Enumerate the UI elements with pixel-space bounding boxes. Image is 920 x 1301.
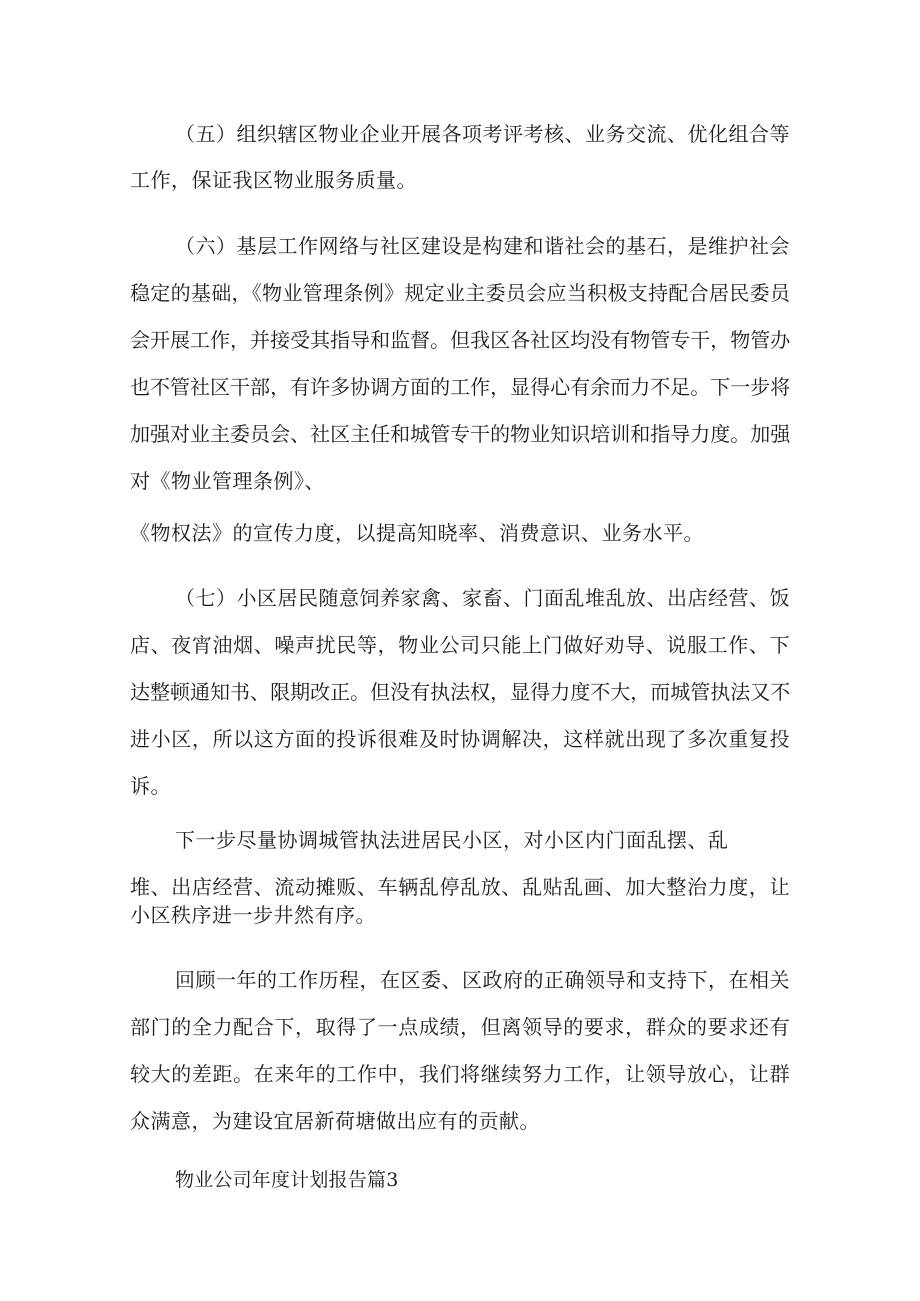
paragraph-7-line-4: 进小区，所以这方面的投诉很难及时协调解决，这样就出现了多次重复投	[130, 727, 791, 751]
paragraph-review-line-1: 回顾一年的工作历程，在区委、区政府的正确领导和支持下，在相关	[175, 968, 790, 992]
paragraph-next-step-line-1: 下一步尽量协调城管执法进居民小区，对小区内门面乱摆、乱	[175, 828, 729, 852]
paragraph-6-line-7: 《物权法》的宣传力度，以提高知晓率、消费意识、业务水平。	[130, 521, 704, 545]
paragraph-next-step-line-2: 堆、出店经营、流动摊贩、车辆乱停乱放、乱贴乱画、加大整治力度，让	[130, 875, 791, 899]
paragraph-6-line-3: 会开展工作，并接受其指导和监督。但我区各社区均没有物管专干，物管办	[130, 328, 791, 352]
paragraph-7-line-2: 店、夜宵油烟、噪声扰民等，物业公司只能上门做好劝导、说服工作、下	[130, 633, 791, 657]
paragraph-7-line-1: （七）小区居民随意饲养家禽、家畜、门面乱堆乱放、出店经营、饭	[175, 586, 790, 610]
paragraph-6-line-4: 也不管社区干部，有许多协调方面的工作，显得心有余而力不足。下一步将	[130, 375, 791, 399]
paragraph-6-line-6: 对《物业管理条例》、	[130, 469, 325, 493]
paragraph-review-line-2: 部门的全力配合下，取得了一点成绩，但离领导的要求，群众的要求还有	[130, 1015, 791, 1039]
paragraph-7-line-3: 达整顿通知书、限期改正。但没有执法权，显得力度不大，而城管执法又不	[130, 680, 791, 704]
paragraph-review-line-3: 较大的差距。在来年的工作中，我们将继续努力工作，让领导放心，让群	[130, 1062, 791, 1086]
paragraph-6-line-2: 稳定的基础，《物业管理条例》规定业主委员会应当积极支持配合居民委员	[130, 281, 791, 305]
section-heading: 物业公司年度计划报告篇3	[175, 1169, 399, 1191]
paragraph-review-line-4: 众满意，为建设宜居新荷塘做出应有的贡献。	[130, 1109, 540, 1133]
paragraph-6-line-5: 加强对业主委员会、社区主任和城管专干的物业知识培训和指导力度。加强	[130, 422, 791, 446]
paragraph-6-line-1: （六）基层工作网络与社区建设是构建和谐社会的基石，是维护社会	[175, 234, 790, 258]
paragraph-7-line-5: 诉。	[130, 774, 171, 798]
paragraph-next-step-line-3: 小区秩序进一步井然有序。	[130, 903, 376, 927]
paragraph-5-line-2: 工作，保证我区物业服务质量。	[130, 168, 417, 192]
paragraph-5-line-1: （五）组织辖区物业企业开展各项考评考核、业务交流、优化组合等	[175, 122, 790, 146]
